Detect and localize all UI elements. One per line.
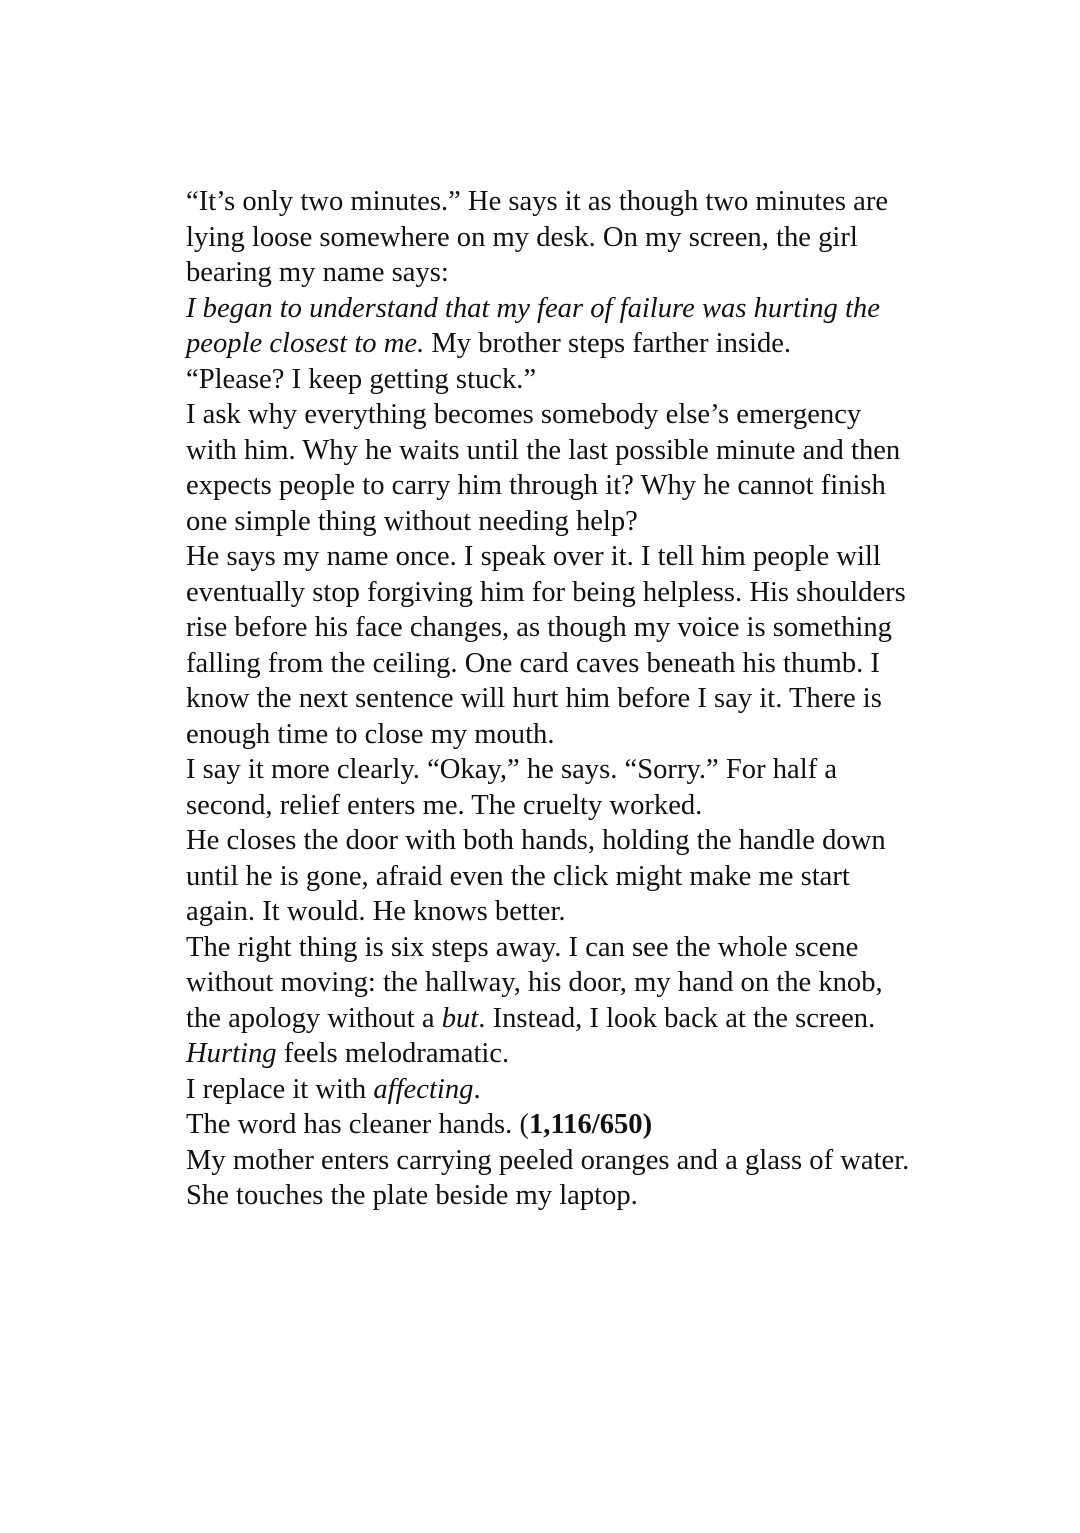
text-run: . Instead, I look back at the screen. <box>478 1002 876 1034</box>
paragraph <box>186 1143 916 1214</box>
paragraph <box>186 1072 916 1108</box>
word-count-bold: 1,116/650) <box>529 1109 653 1140</box>
text-run: “Please? I keep getting stuck.” <box>186 363 537 395</box>
paragraph <box>186 752 916 823</box>
paragraph <box>186 539 916 752</box>
paragraph <box>186 362 916 398</box>
text-run: I replace it with <box>186 1073 374 1105</box>
italic-text-run: Hurting <box>186 1038 277 1069</box>
italic-text-run: I began to understand that my fear of failure was hurting the people closest to me. <box>186 292 880 359</box>
paragraph <box>186 1107 916 1143</box>
text-run: “It’s only two minutes.” He says it as though two minutes are lying loose somewhere on my desk. On my screen, the girl bearing my name says: <box>186 186 889 288</box>
paragraph <box>186 291 916 362</box>
italic-text-run: affecting <box>373 1073 474 1105</box>
text-run: He closes the door with both hands, holding the handle down until he is gone, afraid even the click might make me start again. It would. He knows better. <box>186 825 886 927</box>
paragraph <box>186 184 916 291</box>
text-run: The right thing is six steps away. I can see the whole scene without moving: the hallway, his door, my hand on the knob, the apology without a <box>186 931 883 1034</box>
paragraph <box>186 930 916 1037</box>
text-run: The word has cleaner hands. ( <box>186 1109 529 1140</box>
text-run: I say it more clearly. “Okay,” he says. “Sorry.” For half a second, relief enters me. The cruelty worked. <box>186 754 838 821</box>
text-run: I ask why everything becomes somebody else’s emergency with him. Why he waits until the last possible minute and then expects people to carry him through it? Why he cannot finish one simple thing without needing help? <box>186 399 901 537</box>
paragraph <box>186 1036 916 1072</box>
text-run: feels melodramatic. <box>276 1038 510 1069</box>
paragraph <box>186 397 916 539</box>
text-run: . <box>473 1073 481 1105</box>
text-run: He says my name once. I speak over it. I tell him people will eventually stop forgiving him for being helpless. His shoulders rise before his face changes, as though my voice is something falling from the ceiling. One card caves beneath his thumb. I know the next sentence will hurt him before I say it. There is enough time to close my mouth. <box>186 541 906 750</box>
paragraph <box>186 823 916 930</box>
italic-text-run: but <box>441 1002 479 1034</box>
document-page <box>186 184 916 1214</box>
text-run: My brother steps farther inside. <box>424 328 792 359</box>
text-run: My mother enters carrying peeled oranges and a glass of water. She touches the plate beside my laptop. <box>186 1144 910 1211</box>
